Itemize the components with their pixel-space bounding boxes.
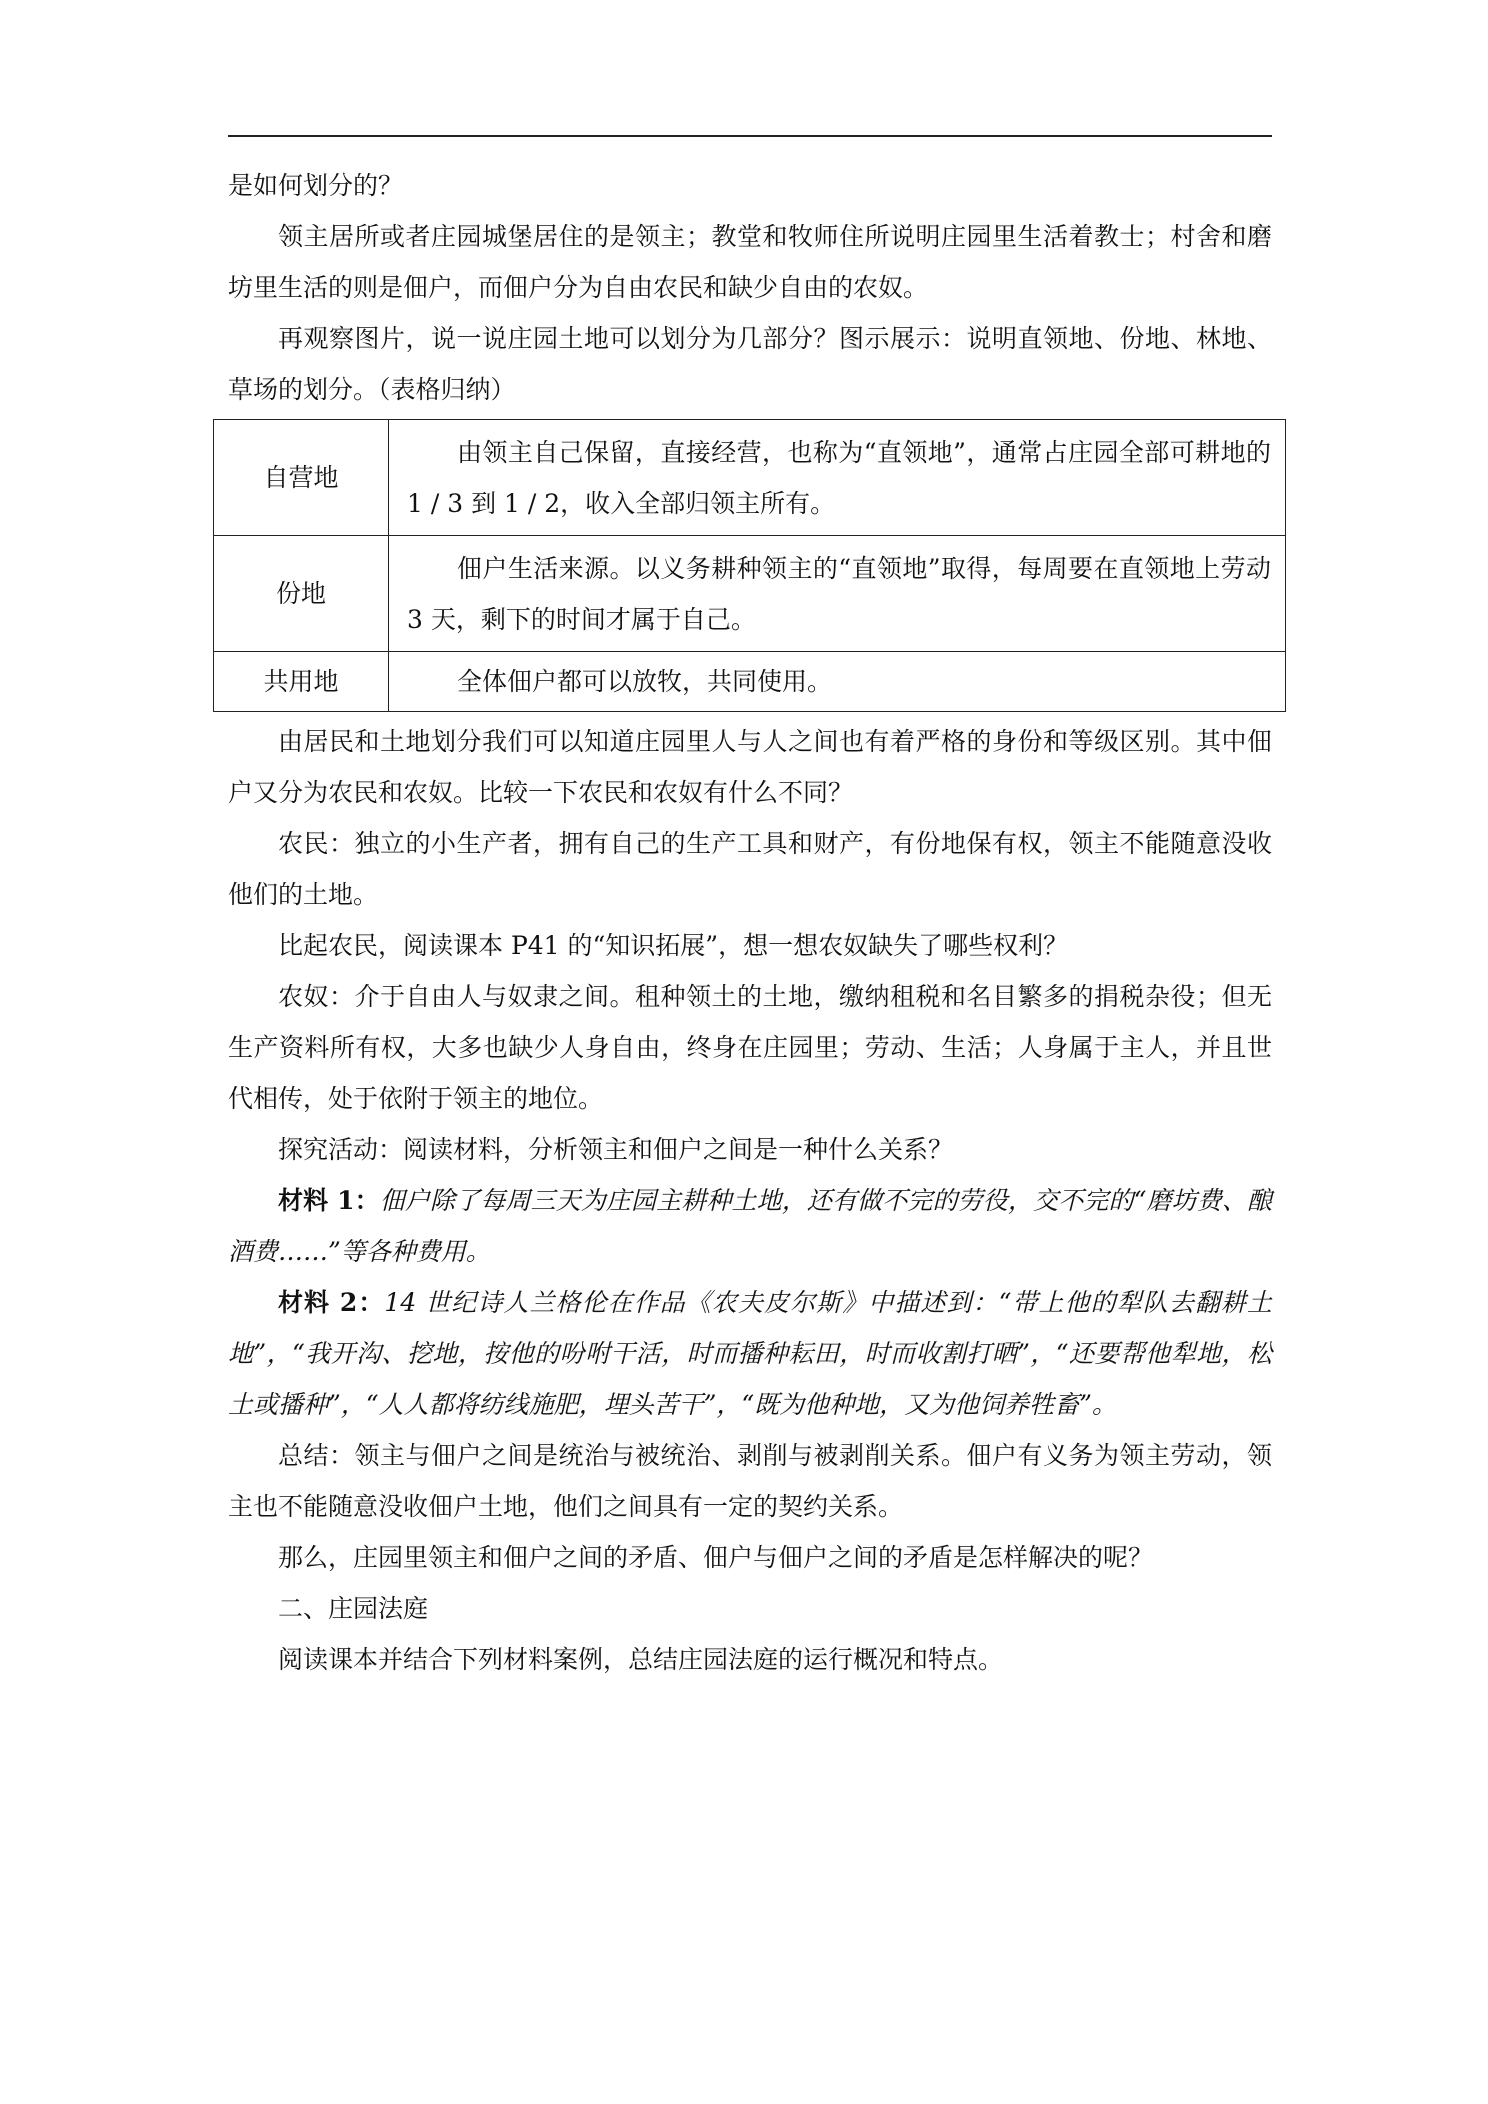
material-1 [228,1175,1272,1277]
material-label: 材料 2： [278,1288,385,1317]
land-desc-cell [389,652,1286,712]
land-desc-cell [389,536,1286,652]
land-type-cell: 份地 [214,536,389,652]
paragraph: 是如何划分的？ [228,171,404,200]
paragraph: 那么，庄园里领主和佃户之间的矛盾、佃户与佃户之间的矛盾是怎样解决的呢？ [278,1543,1154,1572]
land-desc-text: 由领主自己保留，直接经营，也称为“直领地”，通常占庄园全部可耕地的 1 / 3 到 1 / 2，收入全部归领主所有。 [407,437,1271,518]
document-body [228,160,1272,1685]
paragraph: 总结：领主与佃户之间是统治与被统治、剥削与被剥削关系。佃户有义务为领主劳动，领主也不能随意没收佃户土地，他们之间具有一定的契约关系。 [228,1441,1272,1521]
material-text: 佃户除了每周三天为庄园主耕种土地，还有做不完的劳役，交不完的“磨坊费、酿酒费……”等各种费用。 [228,1186,1272,1266]
paragraph: 由居民和土地划分我们可以知道庄园里人与人之间也有着严格的身份和等级区别。其中佃户又分为农民和农奴。比较一下农民和农奴有什么不同？ [228,727,1272,807]
material-text: 14 世纪诗人兰格伦在作品《农夫皮尔斯》中描述到：“带上他的犁队去翻耕土地”，“我开沟、挖地，按他的吩咐干活，时而播种耘田，时而收割打晒”，“还要帮他犁地，松土或播种”，“人人都将纺线施肥，埋头苦干”，“既为他种地，又为他饲养牲畜”。 [228,1288,1272,1419]
table-row [214,652,1286,712]
land-desc-text: 全体佃户都可以放牧，共同使用。 [457,667,833,696]
land-desc-cell [389,420,1286,536]
material-label: 材料 1： [278,1186,380,1215]
paragraph: 探究活动：阅读材料，分析领主和佃户之间是一种什么关系？ [278,1135,954,1164]
paragraph: 阅读课本并结合下列材料案例，总结庄园法庭的运行概况和特点。 [278,1645,1004,1674]
paragraph: 农奴：介于自由人与奴隶之间。租种领土的土地，缴纳租税和名目繁多的捐税杂役；但无生产资料所有权，大多也缺少人身自由，终身在庄园里；劳动、生活；人身属于主人，并且世代相传，处于依附于领主的地位。 [228,982,1272,1113]
paragraph: 比起农民，阅读课本 P41 的“知识拓展”，想一想农奴缺失了哪些权利？ [278,931,1069,960]
table-row [214,536,1286,652]
paragraph: 领主居所或者庄园城堡居住的是领主；教堂和牧师住所说明庄园里生活着教士；村舍和磨坊里生活的则是佃户，而佃户分为自由农民和缺少自由的农奴。 [228,222,1272,302]
paragraph: 农民：独立的小生产者，拥有自己的生产工具和财产，有份地保有权，领主不能随意没收他们的土地。 [228,829,1272,909]
material-2 [228,1277,1272,1430]
land-type-cell: 自营地 [214,420,389,536]
table-row [214,420,1286,536]
section-heading: 二、庄园法庭 [278,1594,429,1623]
land-division-table [213,419,1286,712]
header-rule [228,135,1272,137]
land-type-cell: 共用地 [214,652,389,712]
land-desc-text: 佃户生活来源。以义务耕种领主的“直领地”取得，每周要在直领地上劳动 3 天，剩下的时间才属于自己。 [407,553,1271,634]
paragraph: 再观察图片，说一说庄园土地可以划分为几部分？图示展示：说明直领地、份地、林地、草场的划分。（表格归纳） [228,324,1272,404]
